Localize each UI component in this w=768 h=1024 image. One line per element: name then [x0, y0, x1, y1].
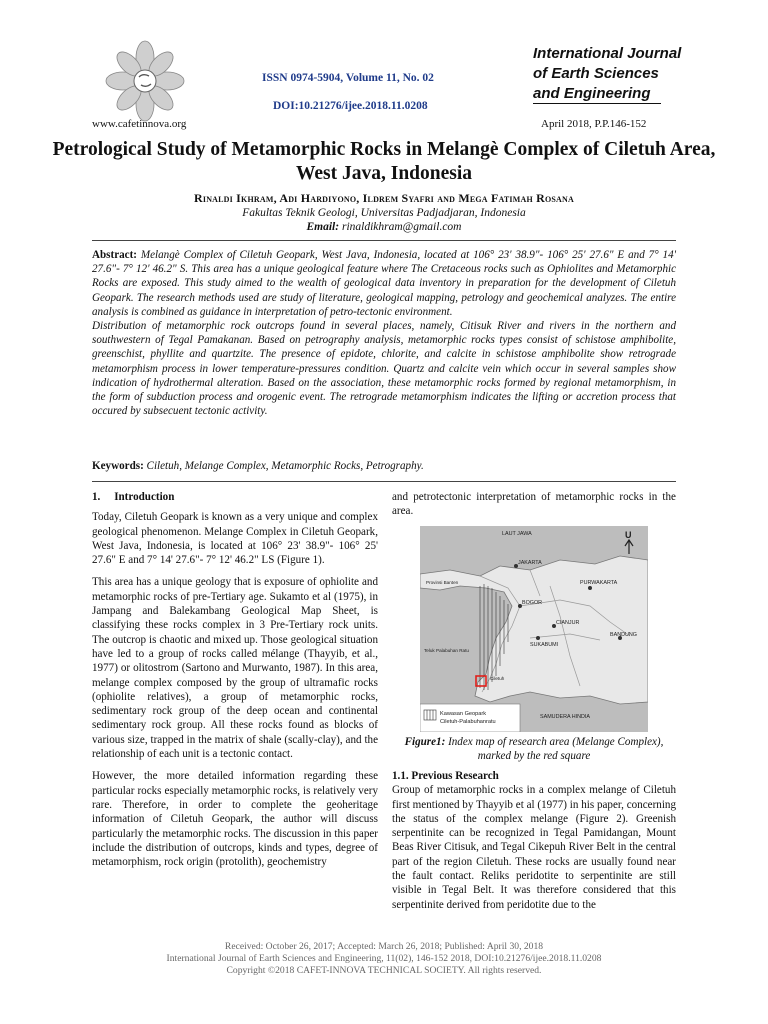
issue-date-pages: April 2018, P.P.146-152: [541, 118, 647, 130]
cafet-innova-logo-icon: [105, 40, 185, 122]
contact-email: [40, 221, 728, 233]
email-label: Email:: [306, 221, 340, 233]
journal-name: [533, 44, 681, 104]
map-label-banten: Provinsi Banten: [426, 580, 459, 585]
left-column: [92, 490, 378, 877]
right-column-bottom: [392, 769, 676, 920]
section-heading-introduction: 1. Introduction: [92, 491, 175, 503]
figure-caption: [392, 735, 676, 763]
affiliation: Fakultas Teknik Geologi, Universitas Padjadjaran, Indonesia: [242, 207, 526, 219]
website-url[interactable]: www.cafetinnova.org: [92, 118, 187, 130]
author-list: Rinaldi Ikhram, Adi Hardiyono, Ildrem Syafri and Mega Fatimah Rosana: [194, 191, 574, 205]
map-label-bandung: BANDUNG: [610, 632, 637, 638]
map-label-sea-south: SAMUDERA HINDIA: [540, 714, 591, 720]
map-label-sukabumi: SUKABUMI: [530, 642, 559, 648]
map-label-bogor: BOGOR: [522, 600, 543, 606]
map-label-pelabuhan: Teluk Palabuhan Ratu: [424, 648, 469, 653]
body-paragraph: and petrotectonic interpretation of metamorphic rocks in the area.: [392, 491, 676, 518]
journal-name-line: International Journal: [533, 45, 682, 62]
doi-line[interactable]: DOI:10.21276/ijee.2018.11.0208: [273, 100, 428, 112]
footer-citation: International Journal of Earth Sciences and Engineering, 11(02), 146-152 2018, DOI:10.21276/ijee.2018.11.0208: [166, 953, 602, 964]
map-label-geopark-town: Ciletuh: [490, 676, 505, 681]
keywords-label: Keywords:: [92, 460, 144, 472]
legend-line-1: Kawasan Geopark: [440, 711, 487, 717]
abstract-paragraph: Distribution of metamorphic rock outcrops found in several places, namely, Citisuk River and rivers in the northern and southwestern of Tegal Pamakanan. Based on petrography analysis, metamorphic rocks types consist of schistose amphibolite, greenschist, phyllite and quartzite. The presence of epidote, chlorite, and calcite in schistose amphibolite show retrograde metamorphism process in lower temperature-pressures condition. Quartz and calcite vein which occur in several samples show indication of hydrothermal alteration. Based on the association, these metamorphic rocks formed by regional metamorphism, in the form of subduction process and orogenic event. The retrograde metamorphism indicates the lifting or accretion process that occured by subsecuent tectonic activity.: [92, 320, 676, 418]
abstract-text: Melangè Complex of Ciletuh Geopark, West Java, Indonesia, located at 106° 23' 38.9"- 106° 25' 27.6" E and 7° 14' 27.6"- 7° 12' 46.2" S. This area has a unique geological feature where The Cretaceous rocks such as Ophiolites and Metamorphic Rocks are exposed. This study aimed to the wealth of geological data inventory in preparation for the development of Ciletuh Geopark. The research methods used are study of literature, geological mapping, petrology and geochemical analyzes. The entire analysis is combined as guidance in interpretation of petro-tectonic environment.: [92, 249, 676, 318]
body-paragraph: Today, Ciletuh Geopark is known as a very unique and complex geological phenomenon. Melange Complex in Ciletuh Geopark, West Java, Indonesia, is located at 106° 23' 38.9"- 106° 25' 27.6" E and 7° 14' 27.6"- 7° 12' 46.2" LS (Figure 1).: [92, 511, 378, 567]
email-address[interactable]: rinaldikhram@gmail.com: [341, 221, 462, 233]
body-paragraph: This area has a unique geology that is exposure of ophiolite and metamorphic rocks of pre-Tertiary age. Sukamto et al (1975), in Jampang and Balekambang Geological Map Sheet, is classifying these rocks complex in 3 Pre-Tertiary rock units. The outcrop is chaotic and mixed up. Those geological situation have led to a group of rocks called mélange (Thayyib, et al., 1977) or olitostrom (Sartono and Murwanto, 1987). In this area, melange complex composed by the group of ultramafic rocks (ophiolite relatives), a group of metamorphic rocks, sedimentary rock group of the deep ocean and continental sedimentary rock group. All these rocks found as blocks of various size, trapped in the matrix of shale (scally-clay), and the relationship of each unit is a tectonic contact.: [92, 576, 378, 761]
index-map-figure: [420, 526, 648, 732]
abstract-top-rule: [92, 240, 676, 241]
map-label-cianjur: CIANJUR: [556, 620, 580, 626]
abstract-block: [92, 248, 676, 418]
map-legend: [420, 704, 520, 732]
map-label-jakarta: JAKARTA: [518, 560, 542, 566]
right-column-top: [392, 490, 676, 527]
footer-copyright: Copyright ©2018 CAFET-INNOVA TECHNICAL SOCIETY. All rights reserved.: [226, 965, 542, 976]
map-label-sea-north: LAUT JAWA: [502, 531, 532, 537]
legend-line-2: Ciletuh-Palabuhanratu: [440, 719, 496, 725]
issn-line: ISSN 0974-5904, Volume 11, No. 02: [262, 72, 434, 84]
figure-caption-text: Index map of research area (Melange Complex), marked by the red square: [448, 736, 664, 762]
footer-dates: Received: October 26, 2017; Accepted: March 26, 2018; Published: April 30, 2018: [224, 941, 544, 952]
map-label-purwakarta: PURWAKARTA: [580, 580, 618, 586]
abstract-paragraph: [92, 248, 676, 319]
keywords-text: Ciletuh, Melange Complex, Metamorphic Rocks, Petrography.: [146, 460, 424, 472]
abstract-bottom-rule: [92, 481, 676, 482]
page-footer: [40, 941, 728, 977]
paper-title: Petrological Study of Metamorphic Rocks in Melangè Complex of Ciletuh Area, West Java, Indonesia: [52, 139, 716, 184]
city-dot-purwakarta: [588, 586, 592, 590]
journal-underline: [533, 103, 661, 104]
abstract-label: Abstract:: [92, 249, 137, 261]
journal-name-line: and Engineering: [533, 85, 651, 102]
city-dot-sukabumi: [536, 636, 540, 640]
body-paragraph: Group of metamorphic rocks in a complex melange of Ciletuh first mentioned by Thayyib et al (1977) in his paper, concerning the status of the complex melange (Figure 2). Greenish serpentinite can be recognized in Tegal Pamidangan, Mount Beas River Citisuk, and Tegal Cikepuh River Belt in the central part of the region Ciletuh. These rocks are usually found near the fault contact. Reliks peridotite to serpentinite are still visible in Tegal Belt. It was therefore considered that this serpentinite derived from peridotite due to the: [392, 784, 676, 911]
north-arrow-label: U: [625, 530, 632, 540]
keywords-line: [92, 460, 676, 472]
journal-name-line: of Earth Sciences: [533, 65, 659, 82]
figure-caption-label: Figure1:: [404, 736, 446, 748]
body-paragraph: However, the more detailed information regarding these particular rocks especially metamorphic rocks, is relatively very rare. Therefore, in order to complete the geoheritage information of Ciletuh Geopark, the author will discuss particularly the metamorphic rocks. The discussion in this paper include the distribution of outcrops, kinds and types, degree of metamorphism, rock origin (protolith), geochemistry: [92, 770, 378, 869]
subsection-heading-previous-research: 1.1. Previous Research: [392, 770, 499, 782]
